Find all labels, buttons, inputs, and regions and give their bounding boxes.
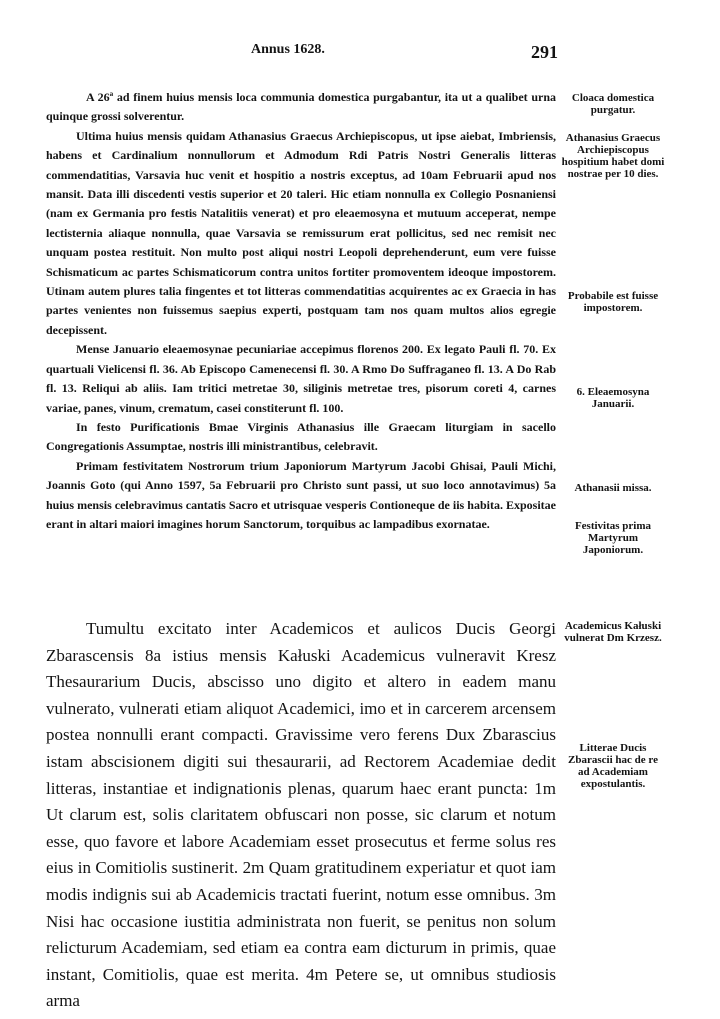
margin-note-missa: Athanasii missa.: [574, 482, 652, 494]
margin-note-impostor: Probabile est fuisse impostorem.: [567, 290, 659, 314]
page-number: 291: [531, 42, 558, 62]
paragraph-alms: Mense Januario eleaemosynae pecuniariae accepimus florenos 200. Ex legato Pauli fl. 70. Ex quartuali Vielicensi fl. 36. Ab Episcopo Camenecensi fl. 30. A Rmo Do Suffraganeo fl. 13. A Do Rab fl. 13. Reliqui ab aliis. Iam tritici metretae 30, siliginis metretae tres, pisorum coreti 4, carnes variae, panes, vinum, crematum, casei constiterunt fl. 100.: [46, 342, 556, 415]
margin-note-kaluski: Academicus Kałuski vulnerat Dm Krzesz.: [564, 620, 662, 644]
paragraph-tumult: Tumultu excitato inter Academicos et aulicos Ducis Georgi Zbarascensis 8a istius mensis Kałuski Academicus vulneravit Kresz Thesaurarium Ducis, abscisso uno digito et altero in eadem manu vulnerato, vulnerati etiam aliquot Academici, imo et in carcerem arcensem postea nonnulli erant compacti. Gravissime vero ferens Dux Zbarascius istam abscisionem digiti sui thesaurarii, ad Rectorem Academiae dedit litteras, instantiae et indignationis plenas, quarum haec erant puncta: 1m Ut clarum est, solis claritatem obfuscari non posse, sic clarum et notum esse, quo favore et labore Academiam esset prosecutus et ferme solus res eius in Comitiolis sustinerit. 2m Quam gratitudinem experiatur et quot iam modis indignis sui ab Academicis tractati fuerint, notum esse omnibus. 3m Nisi hac occasione iustitia administrata non fuerit, se penitus non solum relicturum Academiam, sed etiam ea contra eam dicturum in primis, quae instant, Comitiolis, quae est merita. 4m Petere se, ut omnibus studiosis arma: [46, 619, 556, 1011]
main-text-large: [46, 616, 556, 1015]
page-header: [0, 40, 720, 68]
margin-note-cloaca: Cloaca domestica purgatur.: [571, 92, 655, 116]
margin-note-letters: Litterae Ducis Zbarascii hac de re ad Academiam expostulantis.: [568, 742, 658, 790]
paragraph-athanasius: Ultima huius mensis quidam Athanasius Graecus Archiepiscopus, ut ipse aiebat, Imbriensis, habens et Cardinalium nonnullorum et Admodum Rdi Patris Nostri Generalis litteras commendatitias, Varsavia huc venit et hospitio a nostris exceptus, ad 10am Februarii apud nos mansit. Data illi discedenti vestis superior et 20 taleri. Hic etiam nonnulla ex Collegio Posnaniensi (nam ex Germania pro festis Natalitiis venerat) et pro eleaemosyna et mutuum acceperat, nempe lectisternia aliaque nonnulla, quae Varsavia se remissurum erat pollicitus, sed nec remisit nec unquam postea restituit. Non multo post aliqui nostri Leopoli deprehenderunt, eum vere fuisse Schismaticum ac partes Schismaticorum contra unitos fortiter promoventem ideoque impostorem. Utinam autem plures talia fingentes et tot litteras commendatitias acquirentes ac ex Graecia in has partes venientes non fuissemus saepius experti, postquam tam nos quam multos alios egregie decepissent.: [46, 128, 556, 337]
margin-note-alms: 6. Eleaemosyna Januarii.: [576, 386, 650, 410]
margin-note-martyrs: Festivitas prima Martyrum Japoniorum.: [574, 520, 652, 556]
paragraph-purification: In festo Purificationis Bmae Virginis Athanasius ille Graecam liturgiam in sacello Congregationis Assumptae, nostris illi ministrantibus, celebravit.: [46, 419, 556, 454]
margin-note-athanasius: Athanasius Graecus Archiepiscopus hospitium habet domi nostrae per 10 dies.: [561, 132, 665, 180]
main-text-small: [46, 88, 556, 534]
running-title: Annus 1628.: [251, 42, 325, 57]
paragraph-martyrs: Primam festivitatem Nostrorum trium Japoniorum Martyrum Jacobi Ghisai, Pauli Michi, Joannis Goto (qui Anno 1597, 5a Februarii pro Christo sunt passi, ut suo loco annotavimus) 5a huius mensis celebravimus cantatis Sacro et utrisquae vesperis Contioneque de iis habita. Expositae erant in altari maiori imagines horum Sanctorum, torquibus ac lampadibus exornatae.: [46, 458, 556, 531]
paragraph-cleaning: A 26ª ad finem huius mensis loca communia domestica purgabantur, ita ut a qualibet urna quinque grossi solverentur.: [46, 90, 556, 124]
